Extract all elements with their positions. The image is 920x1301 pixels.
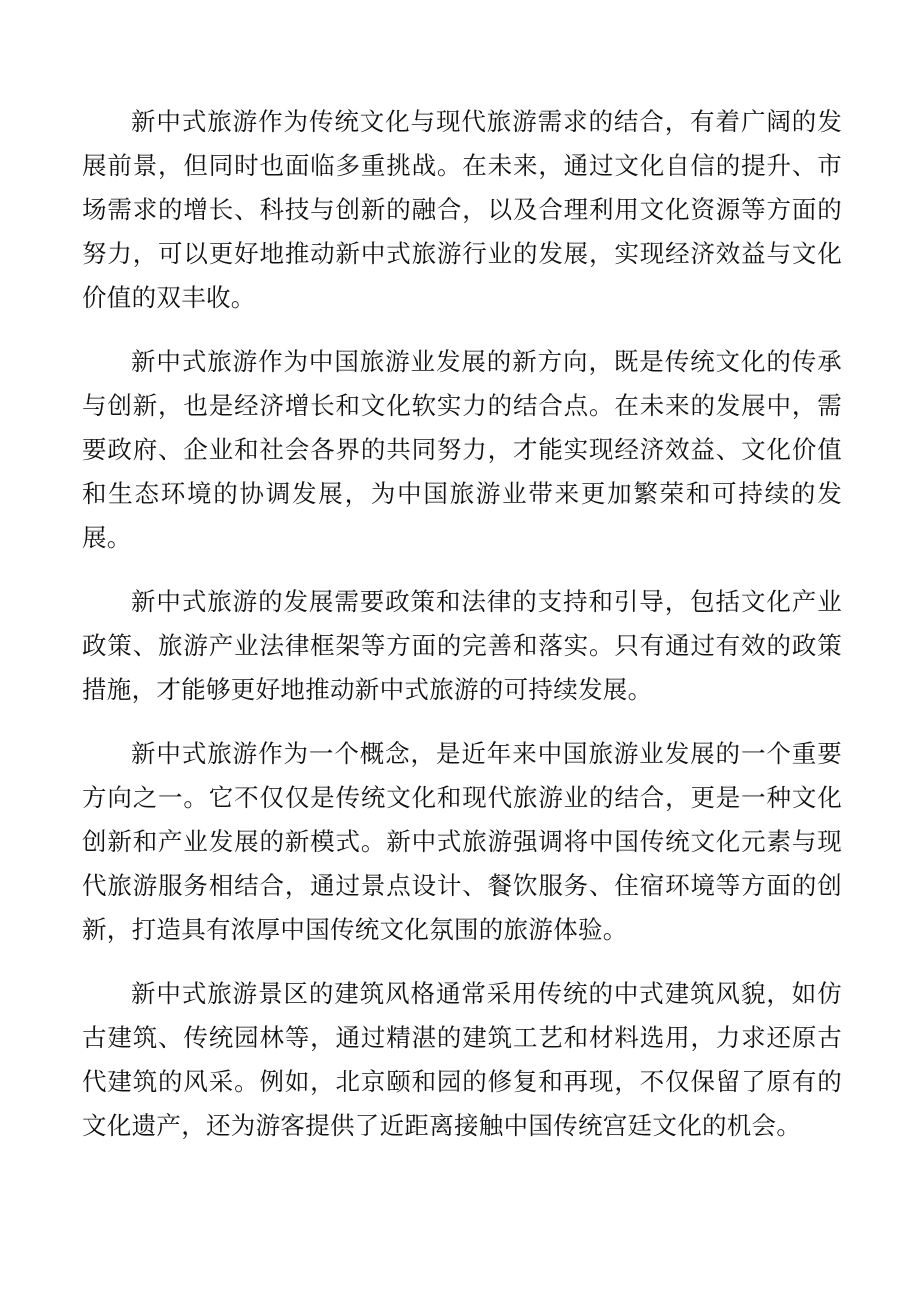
paragraph-5: 新中式旅游景区的建筑风格通常采用传统的中式建筑风貌，如仿古建筑、传统园林等，通过精湛的建筑工艺和材料选用，力求还原古代建筑的风采。例如，北京颐和园的修复和再现，不仅保留了原有的文化遗产，还为游客提供了近距离接触中国传统宫廷文化的机会。 [82, 979, 842, 1140]
paragraph-4: 新中式旅游作为一个概念，是近年来中国旅游业发展的一个重要方向之一。它不仅仅是传统文化和现代旅游业的结合，更是一种文化创新和产业发展的新模式。新中式旅游强调将中国传统文化元素与现代旅游服务相结合，通过景点设计、餐饮服务、住宿环境等方面的创新，打造具有浓厚中国传统文化氛围的旅游体验。 [82, 739, 842, 944]
paragraph-3: 新中式旅游的发展需要政策和法律的支持和引导，包括文化产业政策、旅游产业法律框架等方面的完善和落实。只有通过有效的政策措施，才能够更好地推动新中式旅游的可持续发展。 [82, 587, 842, 704]
document-page [82, 100, 842, 1168]
paragraph-2: 新中式旅游作为中国旅游业发展的新方向，既是传统文化的传承与创新，也是经济增长和文化软实力的结合点。在未来的发展中，需要政府、企业和社会各界的共同努力，才能实现经济效益、文化价值和生态环境的协调发展，为中国旅游业带来更加繁荣和可持续的发展。 [82, 347, 842, 552]
paragraph-1: 新中式旅游作为传统文化与现代旅游需求的结合，有着广阔的发展前景，但同时也面临多重挑战。在未来，通过文化自信的提升、市场需求的增长、科技与创新的融合，以及合理利用文化资源等方面的努力，可以更好地推动新中式旅游行业的发展，实现经济效益与文化价值的双丰收。 [82, 107, 842, 312]
